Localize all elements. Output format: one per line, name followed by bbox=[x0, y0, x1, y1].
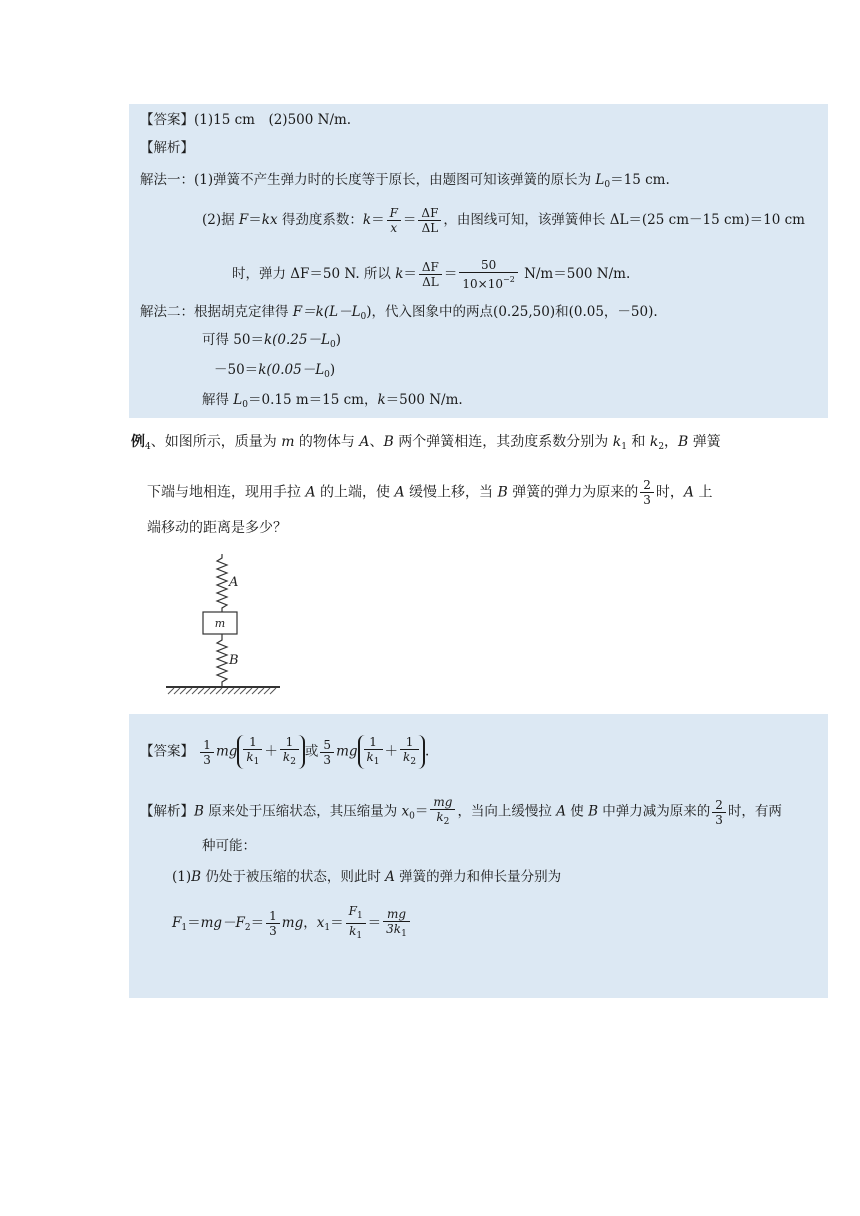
text: 原来处于压缩状态，其压缩量为 bbox=[203, 803, 402, 820]
sep: 、 bbox=[369, 434, 384, 450]
text: 缓慢上移，当 bbox=[404, 484, 498, 501]
fraction-F1-k1 bbox=[346, 904, 366, 943]
answer-tag: 【答案】 bbox=[140, 743, 194, 760]
fraction-5-3 bbox=[320, 738, 334, 767]
eq: ＝ bbox=[443, 266, 458, 282]
fraction-mg-k2 bbox=[430, 795, 455, 829]
var-k: k bbox=[282, 750, 291, 764]
text: 得劲度系数： bbox=[277, 212, 363, 228]
text: )，代入图象中的两点(0.25,50)和(0.05，－50). bbox=[366, 304, 658, 320]
sub: 2 bbox=[658, 442, 665, 452]
spring-diagram bbox=[160, 546, 284, 698]
answer-tag: 【答案】 bbox=[140, 112, 194, 128]
var-k: k bbox=[403, 750, 411, 764]
var-x1: x bbox=[316, 915, 325, 931]
example-label: 例 bbox=[131, 434, 145, 450]
sub: 1 bbox=[253, 757, 260, 767]
num: 1 bbox=[369, 735, 377, 749]
var-x0: x bbox=[401, 803, 410, 820]
var-B: B bbox=[194, 803, 204, 820]
var-k: k bbox=[362, 212, 372, 228]
num: 1 bbox=[249, 735, 257, 749]
text: 和 bbox=[626, 434, 650, 450]
formula: k(0.05－L bbox=[258, 362, 325, 378]
var-k: k bbox=[436, 810, 444, 824]
var-F: F bbox=[348, 904, 357, 918]
text: 时， bbox=[655, 484, 684, 501]
analysis2-line4 bbox=[172, 904, 412, 943]
text: N/m＝500 N/m. bbox=[519, 266, 631, 282]
text: 种可能： bbox=[202, 838, 256, 854]
sub: 0 bbox=[360, 312, 367, 322]
analysis2-line1 bbox=[140, 795, 782, 829]
paren-group-1 bbox=[237, 735, 305, 769]
var-A: A bbox=[385, 869, 395, 885]
fraction-F-x bbox=[387, 206, 401, 235]
label-m: m bbox=[214, 617, 226, 630]
var-B: B bbox=[383, 434, 394, 450]
eq: ＝ bbox=[330, 915, 344, 931]
num: 2 bbox=[643, 478, 651, 492]
text: 弹簧的弹力和伸长量分别为 bbox=[394, 869, 562, 885]
eq: ＝ bbox=[403, 266, 417, 282]
var-kx: kx bbox=[261, 212, 278, 228]
answer-line-1 bbox=[140, 110, 351, 130]
analysis2-line2 bbox=[202, 836, 256, 856]
var-F: F bbox=[238, 212, 249, 228]
text: 解得 bbox=[202, 392, 234, 408]
sub: 0 bbox=[242, 400, 248, 410]
text: 的上端，使 bbox=[315, 484, 395, 501]
num: mg bbox=[386, 906, 407, 921]
text: ＝0.15 m＝15 cm， bbox=[248, 392, 378, 408]
text: ，当向上缓慢拉 bbox=[457, 803, 557, 820]
answer-text: (1)15 cm (2)500 N/m. bbox=[194, 112, 352, 128]
var-A: A bbox=[359, 434, 370, 450]
method2-label: 解法二： bbox=[140, 304, 194, 320]
den: 3 bbox=[640, 492, 654, 507]
text: ＝500 N/m. bbox=[385, 392, 463, 408]
text: 两个弹簧相连，其劲度系数分别为 bbox=[393, 434, 613, 450]
method1-label: 解法一： bbox=[140, 172, 194, 188]
text: 、如图所示，质量为 bbox=[150, 434, 282, 450]
sub: 1 bbox=[324, 923, 331, 933]
var-m: m bbox=[281, 434, 295, 450]
sub: 1 bbox=[373, 757, 380, 767]
var-k: k bbox=[366, 750, 374, 764]
eq: ＝ bbox=[371, 212, 385, 228]
den: x bbox=[387, 220, 401, 235]
num: 1 bbox=[203, 737, 211, 752]
analysis-tag-1 bbox=[140, 138, 194, 158]
text: －50＝ bbox=[214, 362, 259, 378]
var-L: L bbox=[233, 392, 243, 408]
label-a: A bbox=[229, 575, 239, 590]
text: ) bbox=[335, 332, 341, 348]
var-B: B bbox=[497, 484, 508, 501]
text: (1) bbox=[172, 869, 192, 885]
text: 使 bbox=[565, 803, 589, 820]
paren-group-2 bbox=[358, 735, 426, 769]
sub: 0 bbox=[329, 340, 336, 350]
eq: ＝ bbox=[402, 212, 417, 228]
fraction-mg-3k1 bbox=[383, 907, 410, 941]
exp: −2 bbox=[502, 275, 515, 284]
sub: 2 bbox=[443, 817, 450, 827]
eq: ＝ bbox=[414, 803, 429, 820]
label-b: B bbox=[229, 653, 239, 668]
text: 可得 50＝ bbox=[202, 332, 264, 348]
fraction-1-3 bbox=[200, 738, 214, 767]
text: 仍处于被压缩的状态，则此时 bbox=[201, 869, 386, 885]
method2-line2 bbox=[202, 330, 341, 355]
text: ) bbox=[329, 362, 336, 378]
sub: 1 bbox=[181, 923, 188, 933]
num: 5 bbox=[323, 737, 332, 752]
sub: 2 bbox=[410, 757, 417, 767]
method1-line3 bbox=[232, 258, 630, 291]
fraction-2-3-b bbox=[712, 798, 726, 827]
example-number: 4 bbox=[145, 442, 151, 452]
sub: 1 bbox=[356, 911, 363, 921]
text: 根据胡克定律得 bbox=[194, 304, 293, 320]
plus: ＋ bbox=[384, 743, 399, 760]
var-mg: mg bbox=[281, 915, 304, 931]
text: 时，有两 bbox=[727, 803, 782, 820]
analysis-tag: 【解析】 bbox=[140, 803, 194, 820]
num: 1 bbox=[285, 735, 294, 749]
method2-line4 bbox=[202, 390, 463, 415]
var-mg: mg bbox=[336, 743, 358, 760]
example4-line3 bbox=[147, 518, 287, 538]
var-A: A bbox=[394, 484, 405, 501]
fraction-dF-dL bbox=[418, 206, 441, 235]
eq: ＝ bbox=[248, 212, 262, 228]
analysis-tag: 【解析】 bbox=[140, 140, 194, 156]
text: 弹簧 bbox=[688, 434, 721, 450]
text: 的物体与 bbox=[294, 434, 360, 450]
method1-line2 bbox=[202, 206, 805, 235]
fraction-1-3-b bbox=[266, 909, 280, 938]
num: ΔF bbox=[421, 260, 439, 274]
sub: 0 bbox=[324, 370, 330, 380]
num: 1 bbox=[269, 909, 277, 923]
var-k: k bbox=[246, 750, 254, 764]
example4-line1 bbox=[131, 432, 721, 457]
den: ΔL bbox=[419, 274, 442, 289]
var-B: B bbox=[191, 869, 202, 885]
text: 中弹力减为原来的 bbox=[598, 803, 711, 820]
var-B: B bbox=[678, 434, 689, 450]
den: 3 bbox=[320, 752, 334, 767]
var-k: k bbox=[349, 924, 357, 938]
end: . bbox=[425, 743, 430, 760]
var-k: k bbox=[377, 392, 386, 408]
eq: ＝ bbox=[187, 915, 201, 931]
var-F1: F bbox=[172, 915, 182, 931]
text: 上 bbox=[694, 484, 713, 501]
method1-text-end: ＝15 cm. bbox=[610, 172, 670, 188]
num: F bbox=[389, 206, 398, 220]
method2-line3 bbox=[214, 360, 335, 385]
sub-0: 0 bbox=[604, 180, 611, 190]
text: ， bbox=[303, 915, 317, 931]
var-k2: k bbox=[649, 434, 659, 450]
var-B: B bbox=[588, 803, 598, 820]
text: (2)据 bbox=[202, 212, 239, 228]
var-k1: k bbox=[612, 434, 622, 450]
num: 50 bbox=[480, 258, 497, 272]
var-3k: 3k bbox=[386, 921, 402, 936]
num: ΔF bbox=[421, 206, 439, 220]
method1-line1 bbox=[140, 170, 670, 195]
answer2-line bbox=[140, 735, 429, 769]
analysis2-line3 bbox=[172, 867, 561, 887]
var-mg: mg bbox=[215, 743, 238, 760]
text: 弹簧的弹力为原来的 bbox=[507, 484, 639, 501]
sub: 1 bbox=[621, 442, 627, 452]
text: 下端与地相连，现用手拉 bbox=[147, 484, 306, 501]
var-A: A bbox=[305, 484, 316, 501]
example4-line2 bbox=[147, 478, 712, 507]
formula: F＝k(L－L bbox=[292, 304, 361, 320]
sub: 1 bbox=[356, 931, 363, 941]
plus: ＋ bbox=[264, 743, 278, 760]
den: 3 bbox=[200, 752, 214, 767]
or: 或 bbox=[304, 743, 319, 760]
var-A: A bbox=[683, 484, 695, 501]
fraction-50 bbox=[459, 258, 517, 291]
num: mg bbox=[433, 795, 453, 809]
method2-line1 bbox=[140, 302, 658, 327]
fraction-2-3 bbox=[640, 478, 654, 507]
text: ， bbox=[664, 434, 679, 450]
eq: ＝ bbox=[250, 915, 265, 931]
eq: ＝ bbox=[367, 915, 382, 931]
var-k: k bbox=[395, 266, 404, 282]
den: 3 bbox=[266, 923, 280, 938]
sub: 0 bbox=[409, 811, 415, 822]
den: ΔL bbox=[418, 220, 441, 235]
var-A: A bbox=[556, 803, 566, 820]
formula: mg－F bbox=[200, 915, 245, 931]
fraction-dF-dL-2 bbox=[419, 260, 442, 289]
sub: 2 bbox=[290, 757, 296, 767]
sub: 1 bbox=[401, 928, 407, 939]
text: ，由图线可知，该弹簧伸长 ΔL＝(25 cm－15 cm)＝10 cm bbox=[443, 212, 805, 228]
num: 2 bbox=[715, 797, 723, 812]
sub: 2 bbox=[244, 923, 251, 933]
formula: k(0.25－L bbox=[263, 332, 330, 348]
text: 时，弹力 ΔF＝50 N. 所以 bbox=[232, 266, 396, 282]
var-L: L bbox=[595, 172, 605, 188]
den: 3 bbox=[712, 812, 726, 827]
method1-text: (1)弹簧不产生弹力时的长度等于原长，由题图可知该弹簧的原长为 bbox=[194, 172, 596, 188]
text: 端移动的距离是多少？ bbox=[147, 520, 287, 536]
num: 1 bbox=[405, 735, 414, 749]
den: 10×10 bbox=[462, 277, 503, 291]
